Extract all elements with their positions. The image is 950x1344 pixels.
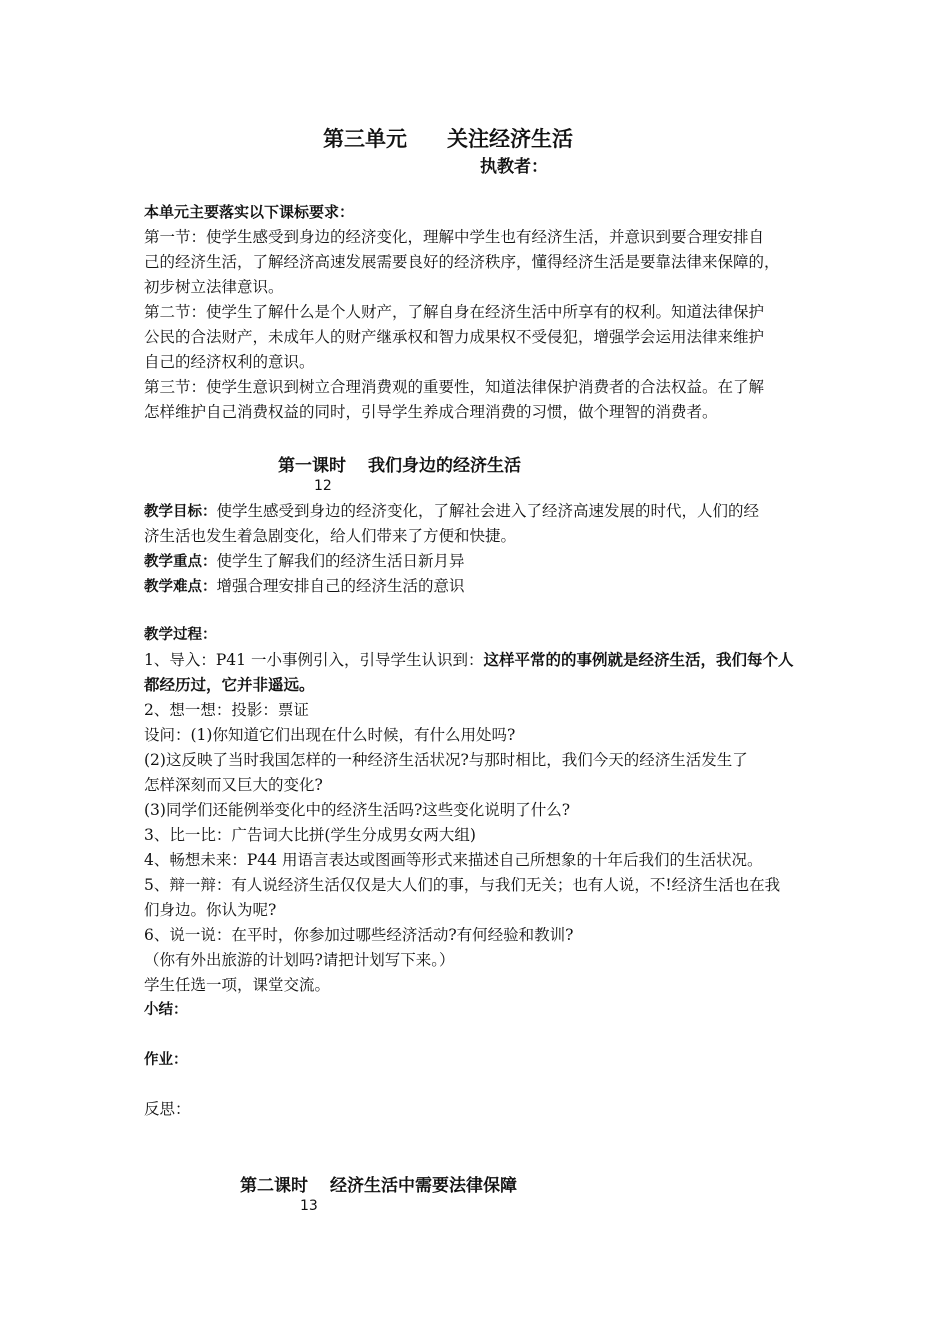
homework-label: 作业： <box>144 1052 188 1068</box>
lesson1-title-left: 第一课时 <box>278 456 346 476</box>
step1-bold: 这样平常的的事例就是经济生活，我们每个人 <box>483 650 794 669</box>
process-line: 3、比一比：广告词大比拼(学生分成男女两大组) <box>144 826 476 844</box>
requirements-line: 第二节：使学生了解什么是个人财产，了解自身在经济生活中所享有的权利。知道法律保护 <box>144 303 765 321</box>
requirements-line: 己的经济生活，了解经济高速发展需要良好的经济秩序，懂得经济生活是要靠法律来保障的， <box>144 253 780 271</box>
process-line: 设问：(1)你知道它们出现在什么时候，有什么用处吗? <box>144 726 516 744</box>
lesson2-number: 13 <box>300 1198 318 1214</box>
process-line: 4、畅想未来：P44 用语言表达或图画等形式来描述自己所想象的十年后我们的生活状况。 <box>144 851 763 869</box>
unit-title <box>323 123 573 153</box>
lesson1-difficulty <box>144 574 824 600</box>
step1-prefix: 1、导入：P41 一小事例引入，引导学生认识到： <box>144 651 484 669</box>
step1-bold-cont: 都经历过，它并非遥远。 <box>144 675 315 694</box>
lesson1-key <box>144 549 824 575</box>
summary-label: 小结： <box>144 1002 188 1018</box>
unit-title-right: 关注经济生活 <box>447 127 573 151</box>
process-line: 2、想一想：投影：票证 <box>144 701 309 719</box>
process-line: 5、辩一辩：有人说经济生活仅仅是大人们的事，与我们无关；也有人说，不!经济生活也在我 <box>144 876 781 894</box>
goal-label: 教学目标： <box>144 504 217 520</box>
requirements-line: 第一节：使学生感受到身边的经济变化，理解中学生也有经济生活，并意识到要合理安排自 <box>144 228 765 246</box>
process-line: （你有外出旅游的计划吗?请把计划写下来。） <box>144 951 455 969</box>
difficulty-label: 教学难点： <box>144 579 217 595</box>
process-line: (3)同学们还能例举变化中的经济生活吗?这些变化说明了什么? <box>144 801 571 819</box>
requirements-line: 怎样维护自己消费权益的同时，引导学生养成合理消费的习惯，做个理智的消费者。 <box>144 403 718 421</box>
difficulty-text: 增强合理安排自己的经济生活的意识 <box>216 577 465 595</box>
lesson1-goal <box>144 499 824 525</box>
lesson1-title-right: 我们身边的经济生活 <box>368 456 521 476</box>
key-text: 使学生了解我们的经济生活日新月异 <box>216 552 465 570</box>
process-label: 教学过程： <box>144 627 217 643</box>
reflection-label: 反思： <box>144 1100 191 1118</box>
key-label: 教学重点： <box>144 554 217 570</box>
goal-text: 使学生感受到身边的经济变化，了解社会进入了经济高速发展的时代，人们的经 <box>216 502 760 520</box>
requirements-heading: 本单元主要落实以下课标要求： <box>144 203 355 221</box>
requirements-line: 初步树立法律意识。 <box>144 278 284 296</box>
lesson2-title-left: 第二课时 <box>240 1176 308 1196</box>
process-line: 们身边。你认为呢? <box>144 901 277 919</box>
teacher-label: 执教者： <box>480 157 548 177</box>
process-line: (2)这反映了当时我国怎样的一种经济生活状况?与那时相比，我们今天的经济生活发生了 <box>144 751 748 769</box>
requirements-line: 公民的合法财产，未成年人的财产继承权和智力成果权不受侵犯，增强学会运用法律来维护 <box>144 328 765 346</box>
process-line: 怎样深刻而又巨大的变化? <box>144 776 323 794</box>
process-line: 学生任选一项，课堂交流。 <box>144 976 331 994</box>
lesson1-number: 12 <box>314 478 332 494</box>
lesson1-title <box>278 451 521 476</box>
lesson2-title <box>240 1171 517 1196</box>
requirements-line: 自己的经济权利的意识。 <box>144 353 315 371</box>
requirements-line: 第三节：使学生意识到树立合理消费观的重要性，知道法律保护消费者的合法权益。在了解 <box>144 378 765 396</box>
lesson2-title-right: 经济生活中需要法律保障 <box>330 1176 517 1196</box>
step1 <box>144 648 824 673</box>
unit-title-left: 第三单元 <box>323 127 407 151</box>
process-line: 6、说一说：在平时，你参加过哪些经济活动?有何经验和教训? <box>144 926 574 944</box>
lesson1-goal-cont: 济生活也发生着急剧变化，给人们带来了方便和快捷。 <box>144 527 517 545</box>
